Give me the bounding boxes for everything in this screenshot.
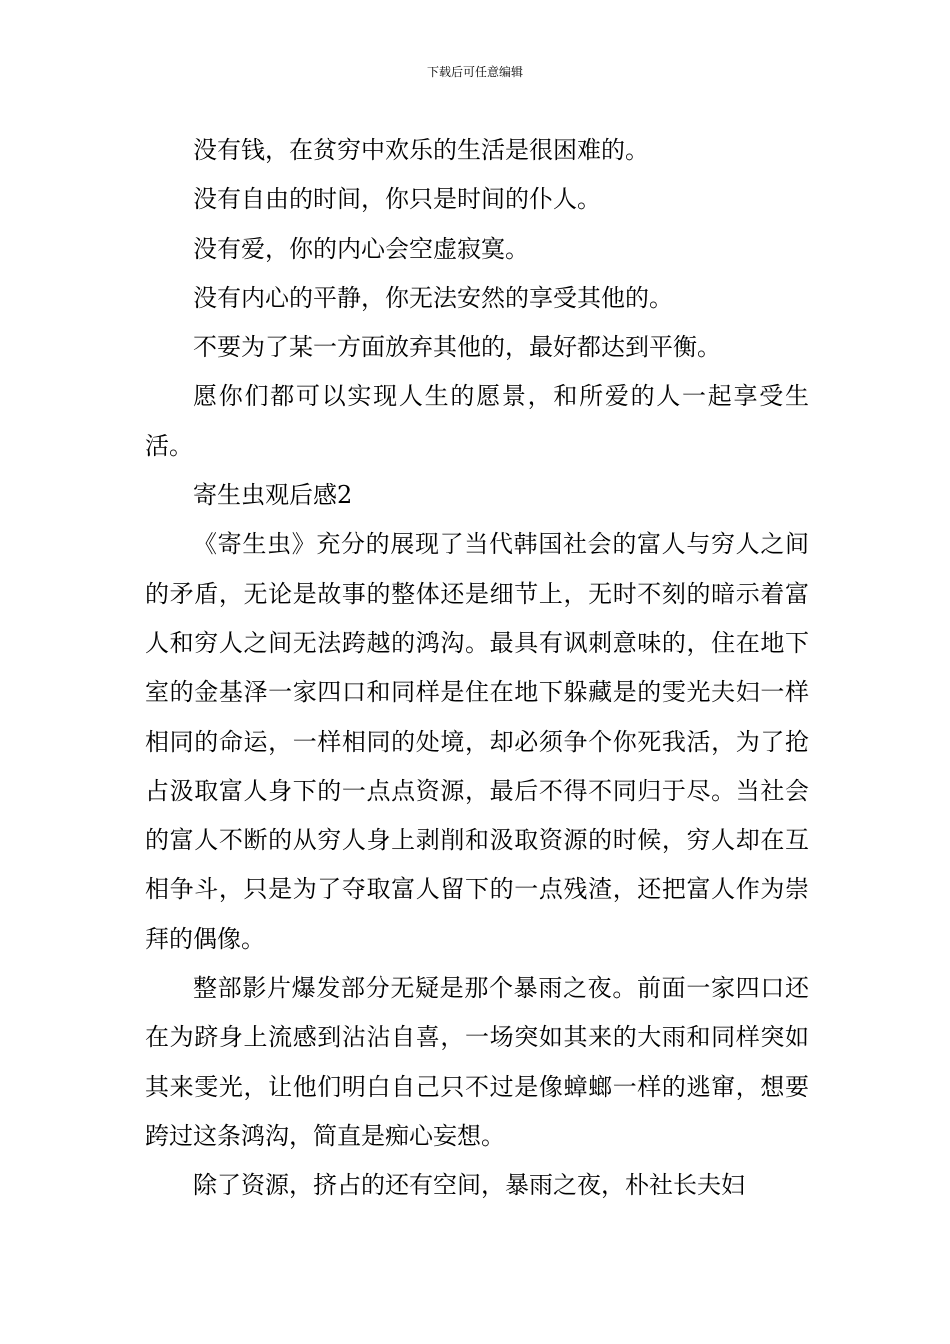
paragraph: 《寄生虫》充分的展现了当代韩国社会的富人与穷人之间的矛盾，无论是故事的整体还是细节上，无时不刻的暗示着富人和穷人之间无法跨越的鸿沟。最具有讽刺意味的，住在地下室的金基泽一家四口和同样是住在地下躲藏是的雯光夫妇一样相同的命运，一样相同的处境，却必须争个你死我活，为了抢占汲取富人身下的一点点资源，最后不得不同归于尽。当社会的富人不断的从穷人身上剥削和汲取资源的时候，穷人却在互相争斗，只是为了夺取富人留下的一点残渣，还把富人作为崇拜的偶像。 bbox=[145, 530, 809, 953]
paragraph: 愿你们都可以实现人生的愿景，和所爱的人一起享受生活。 bbox=[145, 382, 809, 460]
document-body bbox=[145, 126, 809, 1211]
paragraph: 没有爱，你的内心会空虚寂寞。 bbox=[193, 234, 529, 263]
page-header: 下载后可任意编辑 bbox=[426, 65, 523, 79]
paragraph: 不要为了某一方面放弃其他的，最好都达到平衡。 bbox=[193, 333, 721, 362]
paragraph: 没有内心的平静，你无法安然的享受其他的。 bbox=[193, 283, 673, 312]
section-title: 寄生虫观后感2 bbox=[193, 481, 353, 510]
paragraph: 没有自由的时间，你只是时间的仆人。 bbox=[193, 185, 601, 214]
paragraph: 整部影片爆发部分无疑是那个暴雨之夜。前面一家四口还在为跻身上流感到沾沾自喜，一场突如其来的大雨和同样突如其来雯光，让他们明白自己只不过是像蟑螂一样的逃窜，想要跨过这条鸿沟，简直是痴心妄想。 bbox=[145, 974, 809, 1150]
paragraph: 没有钱，在贫穷中欢乐的生活是很困难的。 bbox=[193, 136, 649, 164]
paragraph: 除了资源，挤占的还有空间，暴雨之夜，朴社长夫妇 bbox=[193, 1171, 745, 1200]
